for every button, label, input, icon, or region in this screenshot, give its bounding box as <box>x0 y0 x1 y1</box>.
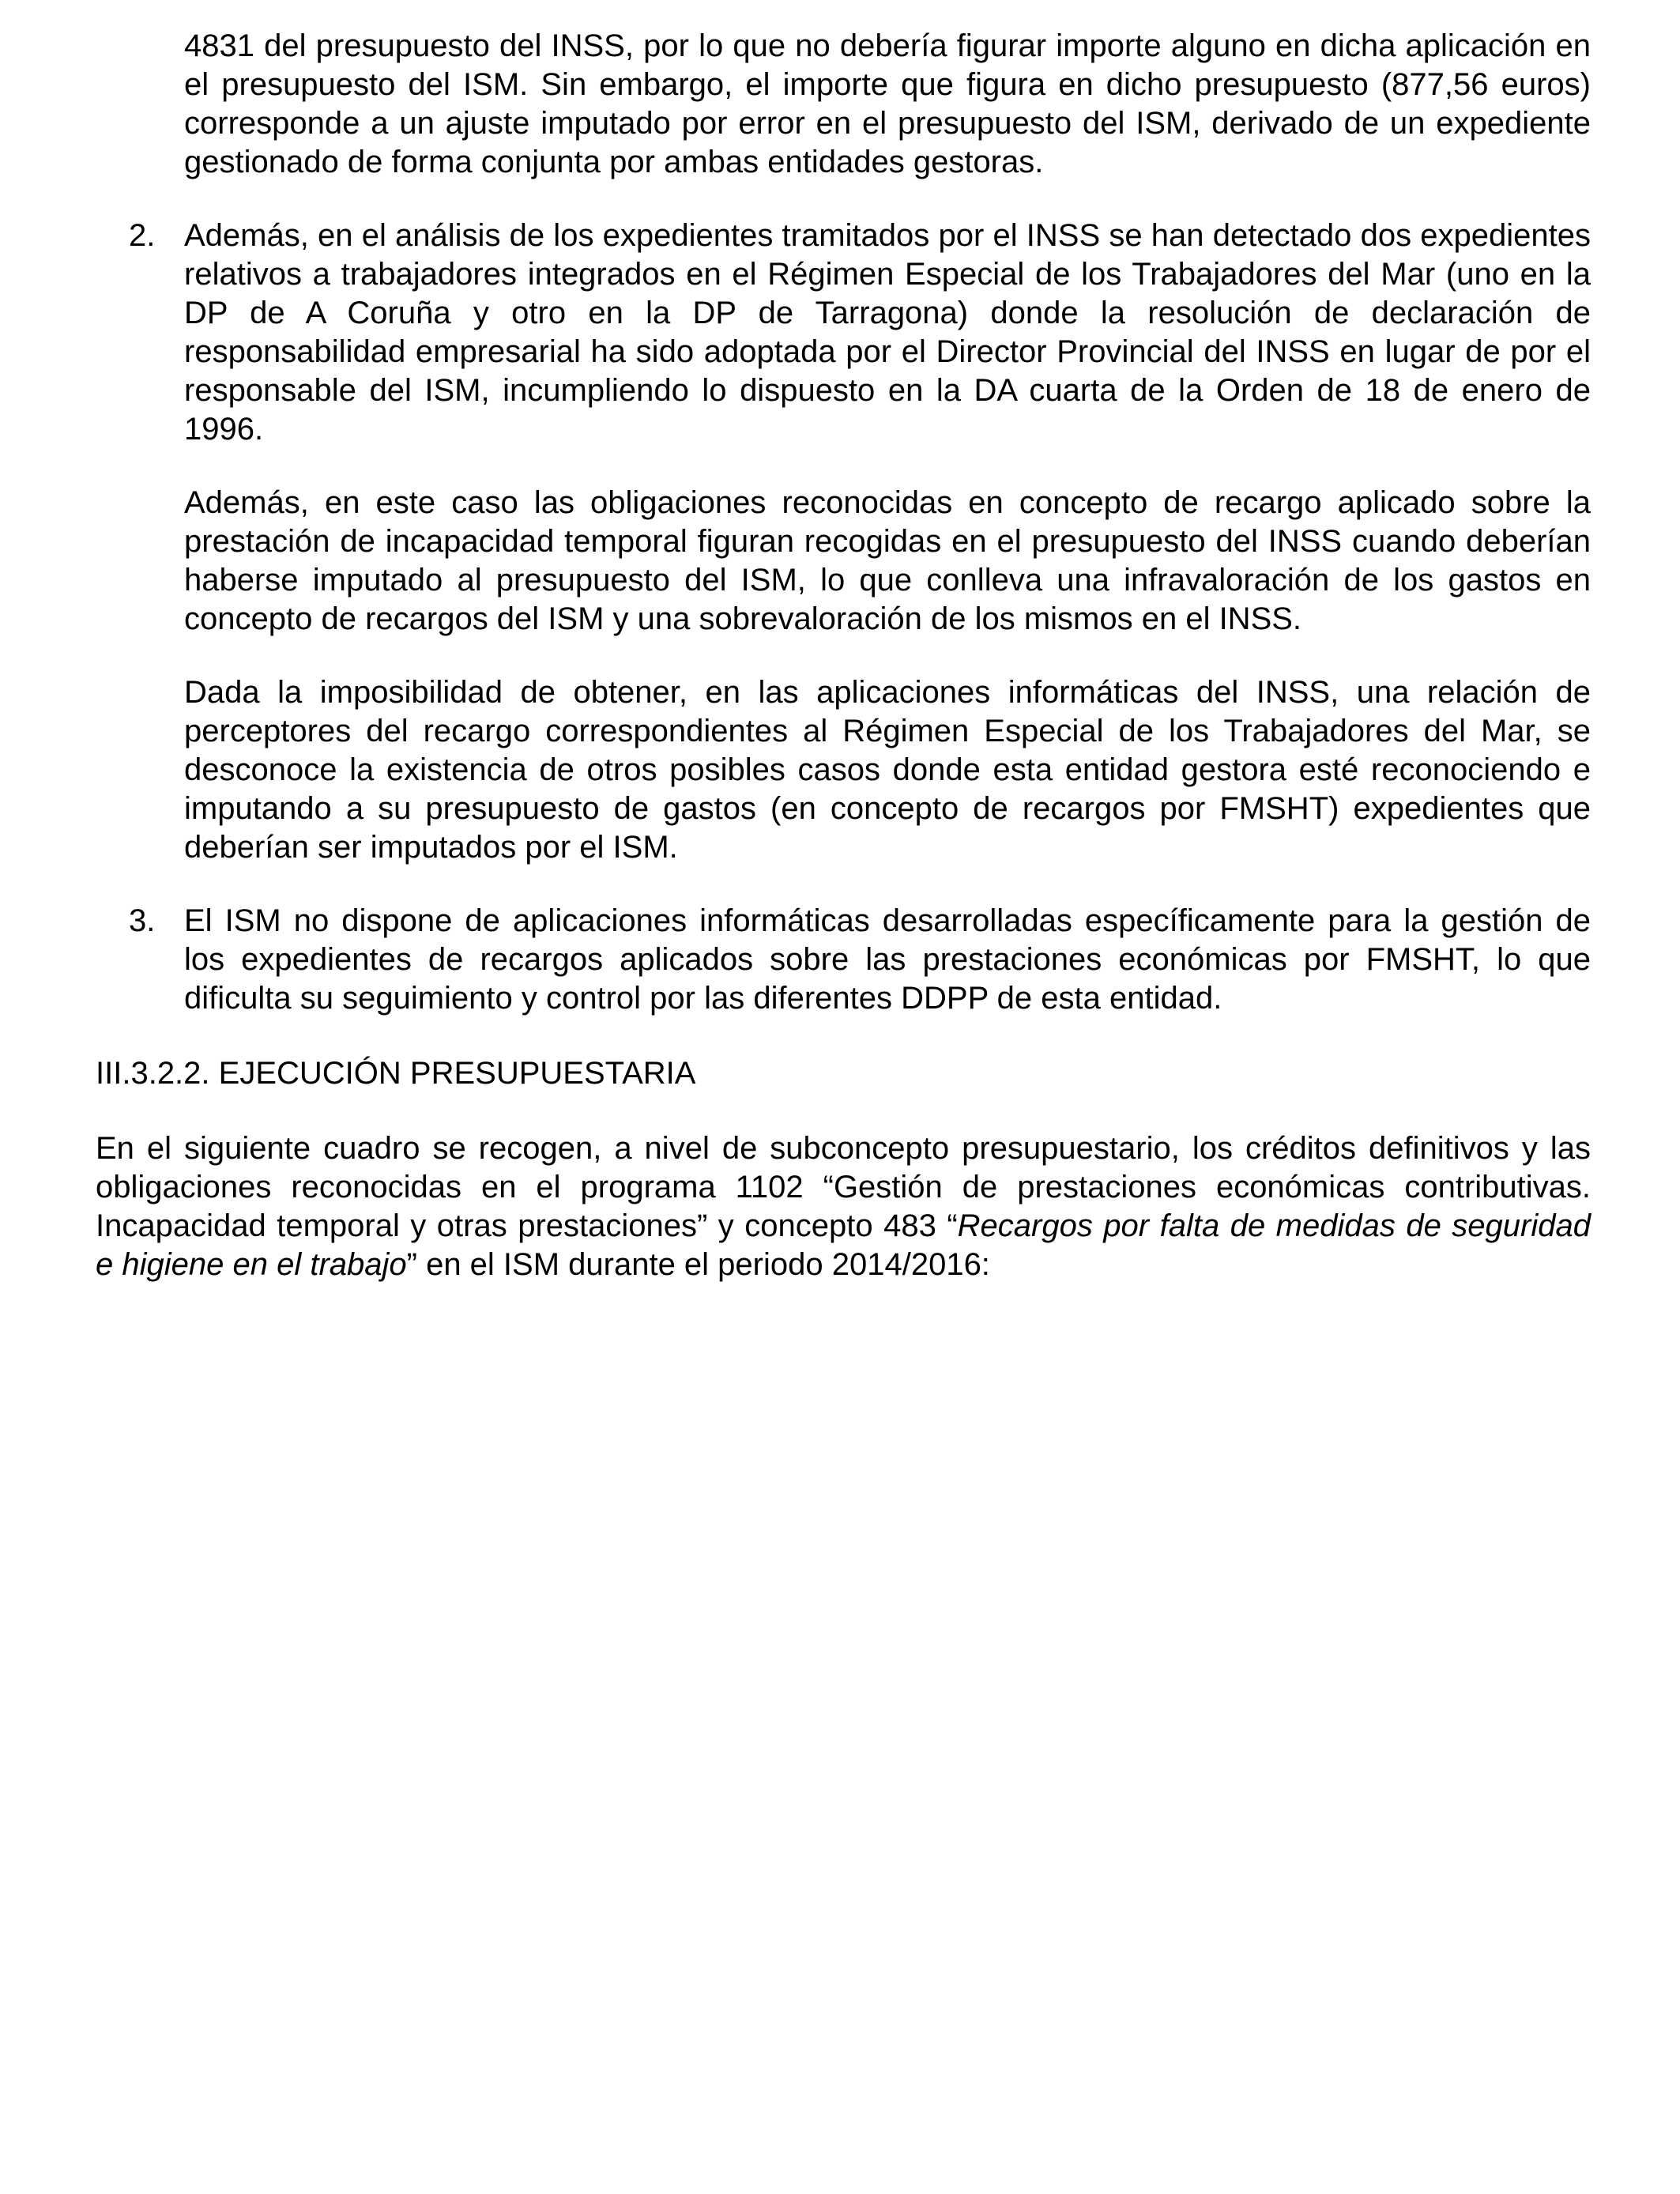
intro-italic-concept: Recargos por falta de medidas de seguridad e higiene en el trabajo <box>96 1208 1591 1282</box>
list-item-3-paragraph-1: El ISM no dispone de aplicaciones informáticas desarrolladas específicamente para la gestión de los expedientes de recargos aplicados sobre las prestaciones económicas por FMSHT, lo que dificulta su seguimiento y control por las diferentes DDPP de esta entidad. <box>184 903 1591 1016</box>
section-heading: III.3.2.2. EJECUCIÓN PRESUPUESTARIA <box>96 1056 696 1091</box>
list-item-2 <box>129 217 1591 867</box>
intro-text-end: ” en el ISM durante el periodo 2014/2016: <box>406 1247 990 1282</box>
section-intro-paragraph <box>96 1129 1591 1284</box>
intro-text-start: En el siguiente cuadro se recogen, a nivel de subconcepto presupuestario, los créditos definitivos y las obligaciones reconocidas en el programa 1102 “Gestión de prestaciones económicas contributivas. Incapacidad temporal y otras prestaciones” y concepto 483 “ <box>96 1131 1591 1243</box>
list-item-2-paragraph-1: Además, en el análisis de los expedientes tramitados por el INSS se han detectado dos expedientes relativos a trabajadores integrados en el Régimen Especial de los Trabajadores del Mar (uno en la DP de A Coruña y otro en la DP de Tarragona) donde la resolución de declaración de responsabilidad empresarial ha sido adoptada por el Director Provincial del INSS en lugar de por el responsable del ISM, incumpliendo lo dispuesto en la DA cuarta de la Orden de 18 de enero de 1996. <box>184 218 1591 447</box>
list-item-3 <box>129 902 1591 1018</box>
list-number: 2. <box>129 218 156 253</box>
document-body <box>96 27 1591 1284</box>
continuation-paragraph: 4831 del presupuesto del INSS, por lo que no debería figurar importe alguno en dicha aplicación en el presupuesto del ISM. Sin embargo, el importe que figura en dicho presupuesto (877,56 euros) corresponde a un ajuste imputado por error en el presupuesto del ISM, derivado de un expediente gestionado de forma conjunta por ambas entidades gestoras. <box>184 28 1591 179</box>
list-item-2-paragraph-2: Además, en este caso las obligaciones reconocidas en concepto de recargo aplicado sobre la prestación de incapacidad temporal figuran recogidas en el presupuesto del INSS cuando deberían haberse imputado al presupuesto del ISM, lo que conlleva una infravaloración de los gastos en concepto de recargos del ISM y una sobrevaloración de los mismos en el INSS. <box>184 485 1591 636</box>
list-number: 3. <box>129 903 156 938</box>
list-item-2-paragraph-3: Dada la imposibilidad de obtener, en las aplicaciones informáticas del INSS, una relación de perceptores del recargo correspondientes al Régimen Especial de los Trabajadores del Mar, se desconoce la existencia de otros posibles casos donde esta entidad gestora esté reconociendo e imputando a su presupuesto de gastos (en concepto de recargos por FMSHT) expedientes que deberían ser imputados por el ISM. <box>184 675 1591 865</box>
